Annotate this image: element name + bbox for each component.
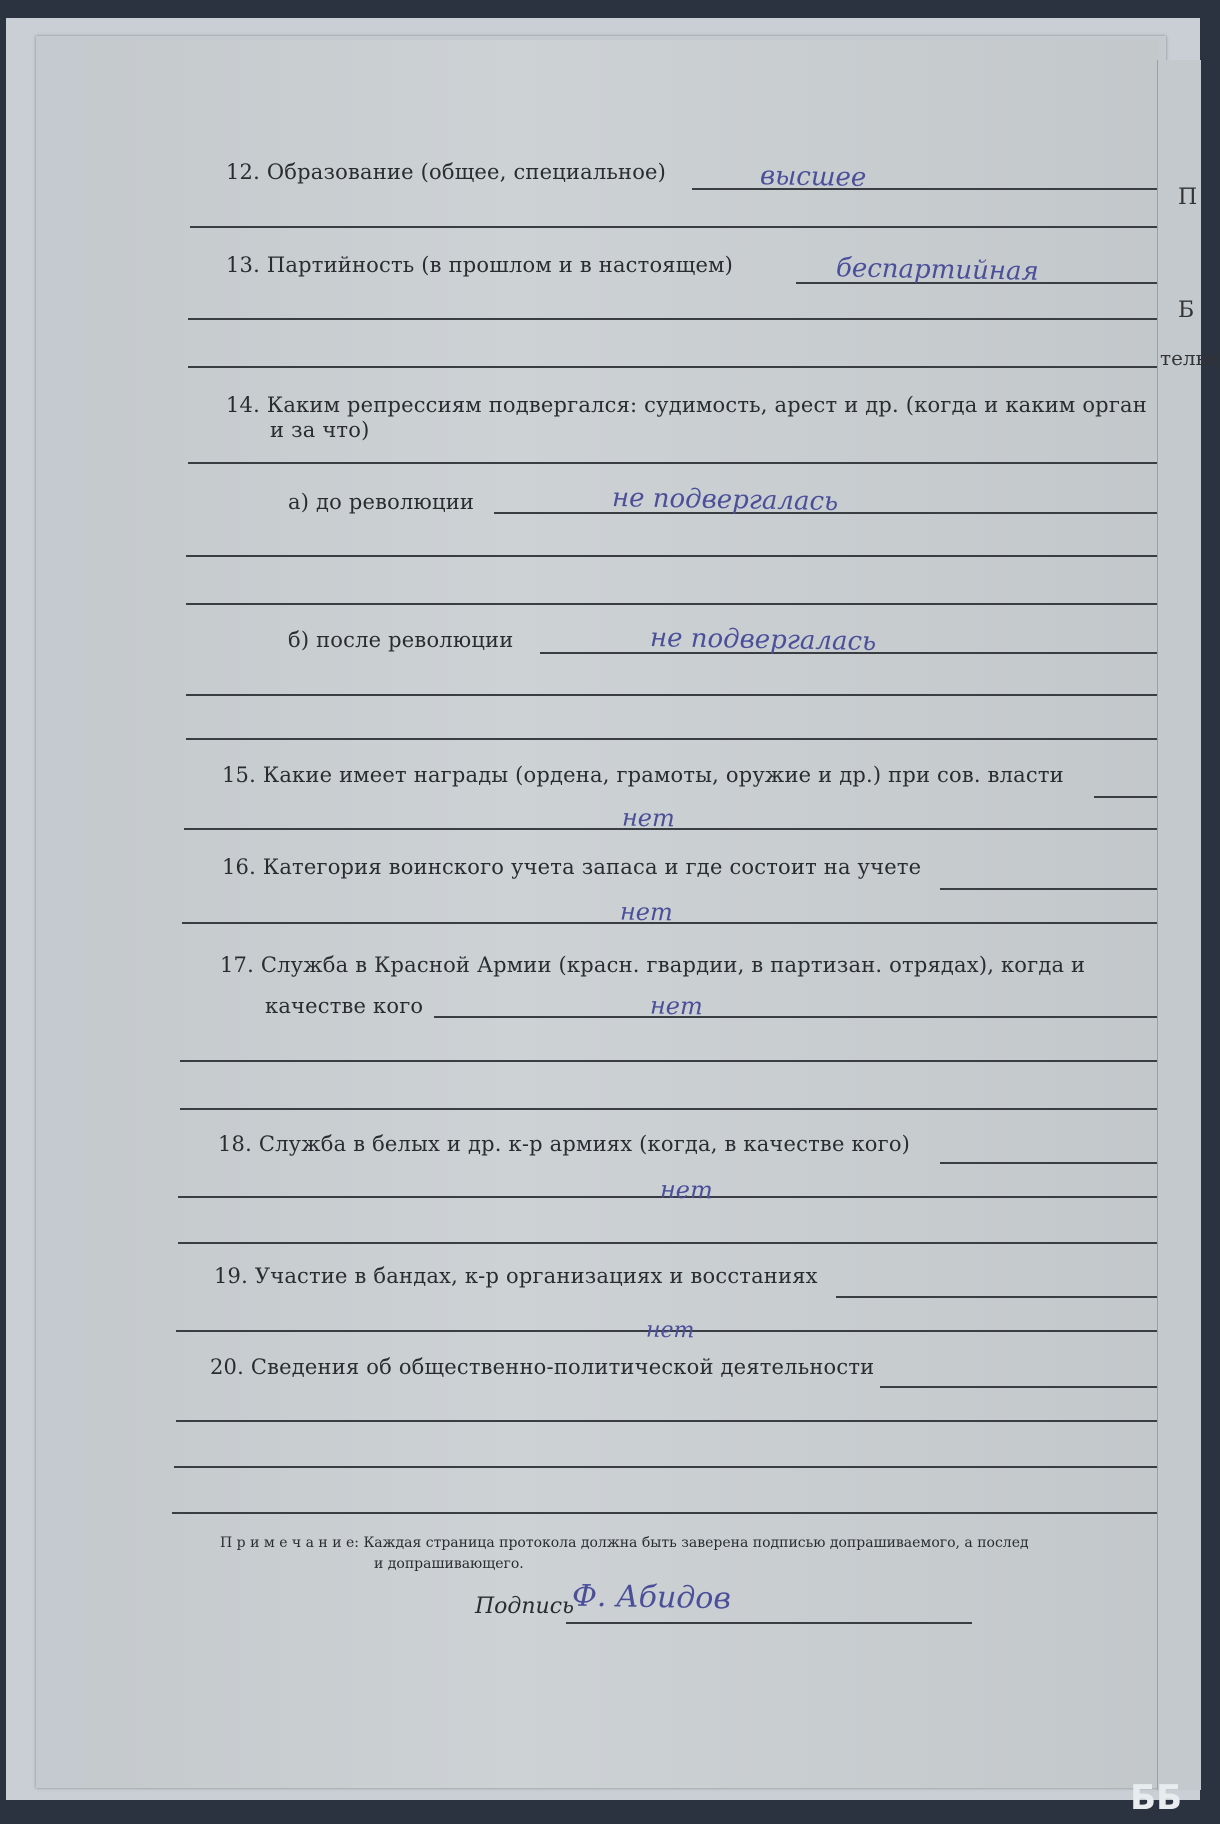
q18-label: 18. Служба в белых и др. к-р армиях (когда, в качестве кого): [218, 1132, 911, 1156]
q14-label-1: 14. Каким репрессиям подвергался: судимость, арест и др. (когда и каким орган: [226, 393, 1147, 417]
q20-label: 20. Сведения об общественно-политической деятельности: [210, 1355, 875, 1379]
q17-answer: нет: [649, 991, 704, 1021]
q14b-line-2: [186, 694, 1157, 696]
q14b-label: б) после революции: [288, 628, 514, 652]
q12-answer: высшее: [759, 161, 867, 193]
q18-answer: нет: [659, 1175, 714, 1205]
watermark: ББ: [1130, 1778, 1182, 1818]
q14a-answer: не подвергалась: [611, 483, 839, 517]
q14-line: [188, 462, 1157, 464]
q19-label: 19. Участие в бандах, к-р организациях и восстаниях: [214, 1264, 818, 1288]
q17-line-3: [180, 1108, 1157, 1110]
q13-line-2: [188, 318, 1157, 320]
q20-line-4: [172, 1512, 1157, 1514]
q13-line-3: [188, 366, 1157, 368]
right-page-text-1: П: [1178, 185, 1198, 210]
q20-line: [880, 1386, 1157, 1388]
q13-label: 13. Партийность (в прошлом и в настоящем): [226, 253, 734, 277]
note-line-1: П р и м е ч а н и е: Каждая страница протокола должна быть заверена подписью допрашиваемого, а послед: [220, 1535, 1029, 1551]
signature-label: Подпись: [475, 1594, 575, 1619]
q14-label-2: и за что): [270, 418, 370, 442]
q15-answer: нет: [621, 803, 676, 833]
q16-answer: нет: [619, 897, 674, 927]
q14b-answer: не подвергалась: [649, 623, 877, 657]
signature-line: [566, 1622, 972, 1624]
q20-line-3: [174, 1466, 1157, 1468]
signature-value: Ф. Абидов: [571, 1578, 732, 1617]
q17-label-1: 17. Служба в Красной Армии (красн. гвардии, в партизан. отрядах), когда и: [220, 953, 1086, 977]
q18-line-3: [178, 1242, 1157, 1244]
right-page-text-3: тельн: [1160, 346, 1220, 370]
q17-line: [434, 1016, 1157, 1018]
note-line-2: и допрашивающего.: [374, 1556, 524, 1572]
q17-label-2: качестве кого: [265, 994, 424, 1018]
q19-answer: нет: [645, 1317, 695, 1344]
right-page-text-2: Б: [1178, 298, 1195, 323]
q17-line-2: [180, 1060, 1157, 1062]
q13-answer: беспартийная: [835, 253, 1039, 287]
q19-line: [836, 1296, 1157, 1298]
q16-label: 16. Категория воинского учета запаса и где состоит на учете: [222, 855, 922, 879]
q12-label: 12. Образование (общее, специальное): [226, 160, 667, 184]
q12-line-2: [190, 226, 1157, 228]
q18-line: [940, 1162, 1157, 1164]
q15-line: [1094, 796, 1157, 798]
q14a-line-3: [186, 603, 1157, 605]
q14a-line-2: [186, 555, 1157, 557]
q16-line: [940, 888, 1157, 890]
q20-line-2: [176, 1420, 1157, 1422]
q14b-line-3: [186, 738, 1157, 740]
q14a-label: а) до революции: [288, 490, 475, 514]
q15-label: 15. Какие имеет награды (ордена, грамоты, оружие и др.) при сов. власти: [222, 763, 1064, 787]
